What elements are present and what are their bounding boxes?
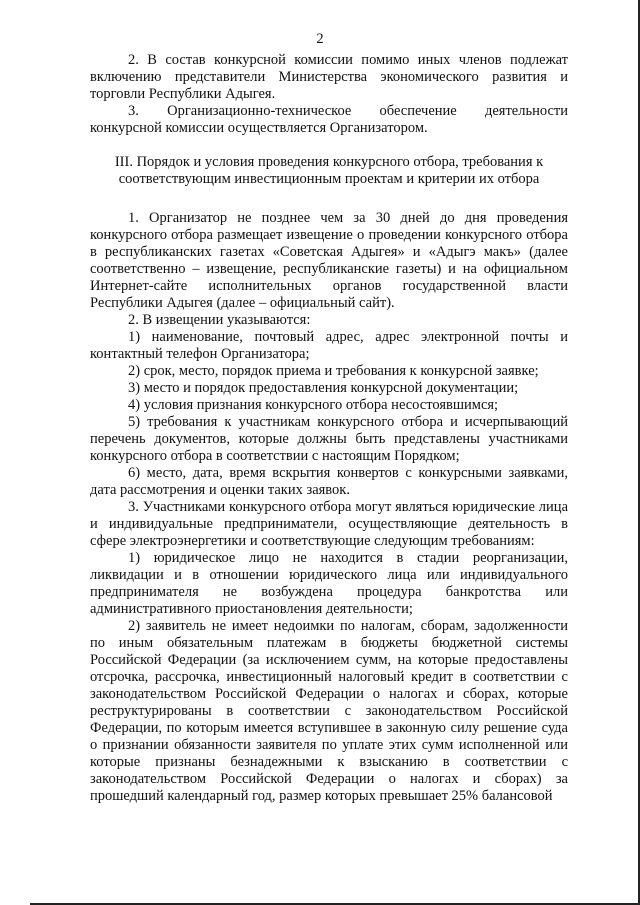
paragraph: 3. Участниками конкурсного отбора могут являться юридические лица и индивидуальные предприниматели, осуществляющие деятельность в сфере электроэнергетики и соответствующие следующим требованиям: — [90, 499, 568, 549]
list-item: 5) требования к участникам конкурсного отбора и исчерпывающий перечень документов, которые должны быть представлены участниками конкурсного отбора в соответствии с настоящим Порядком; — [90, 414, 568, 464]
section-heading-line: III. Порядок и условия проведения конкурсного отбора, требования к — [114, 154, 544, 170]
list-item: 2) заявитель не имеет недоимки по налогам, сборам, задолженности по иным обязательным платежам в бюджеты бюджетной системы Российской Федерации (за исключением сумм, на которые предоставлены отсрочка, рассрочка, инвестиционный налоговый кредит в соответствии с законодательством Российской Федерации о налогах и сборах, которые реструктурированы в соответствии с законодательством Российской Федерации, по которым имеется вступившее в законную силу решение суда о признании обязанности заявителя по уплате этих сумм исполненной или которые признаны безнадежными к взысканию в соответствии с законодательством Российской Федерации о налогах и сборах) за прошедший календарный год, размер которых превышает 25% балансовой — [90, 618, 568, 804]
paragraph: 3. Организационно-техническое обеспечение деятельности конкурсной комиссии осуществляется Организатором. — [90, 103, 568, 136]
paragraph: 1. Организатор не позднее чем за 30 дней до дня проведения конкурсного отбора размещает извещение о проведении конкурсного отбора в республиканских газетах «Советская Адыгея» и «Адыгэ макъ» (далее соответственно – извещение, республиканские газеты) и на официальном Интернет-сайте исполнительных органов государственной власти Республики Адыгея (далее – официальный сайт). — [90, 210, 568, 311]
paragraph: 2. В состав конкурсной комиссии помимо иных членов подлежат включению представители Министерства экономического развития и торговли Республики Адыгея. — [90, 52, 568, 102]
list-item: 4) условия признания конкурсного отбора несостоявшимся; — [128, 397, 499, 413]
list-item: 3) место и порядок предоставления конкурсной документации; — [128, 380, 519, 396]
list-item: 1) юридическое лицо не находится в стадии реорганизации, ликвидации и в отношении юридического лица или индивидуального предпринимателя не возбуждена процедура банкротства или административного приостановления деятельности; — [90, 550, 568, 617]
document-body — [90, 52, 568, 805]
list-item: 2) срок, место, порядок приема и требования к конкурсной заявке; — [128, 363, 539, 379]
page-number: 2 — [316, 31, 324, 47]
paragraph: 2. В извещении указываются: — [128, 312, 311, 328]
section-heading-line: соответствующим инвестиционным проектам и критерии их отбора — [118, 171, 540, 187]
list-item: 1) наименование, почтовый адрес, адрес электронной почты и контактный телефон Организатора; — [90, 329, 568, 362]
list-item: 6) место, дата, время вскрытия конвертов с конкурсными заявками, дата рассмотрения и оценки таких заявок. — [90, 465, 568, 498]
